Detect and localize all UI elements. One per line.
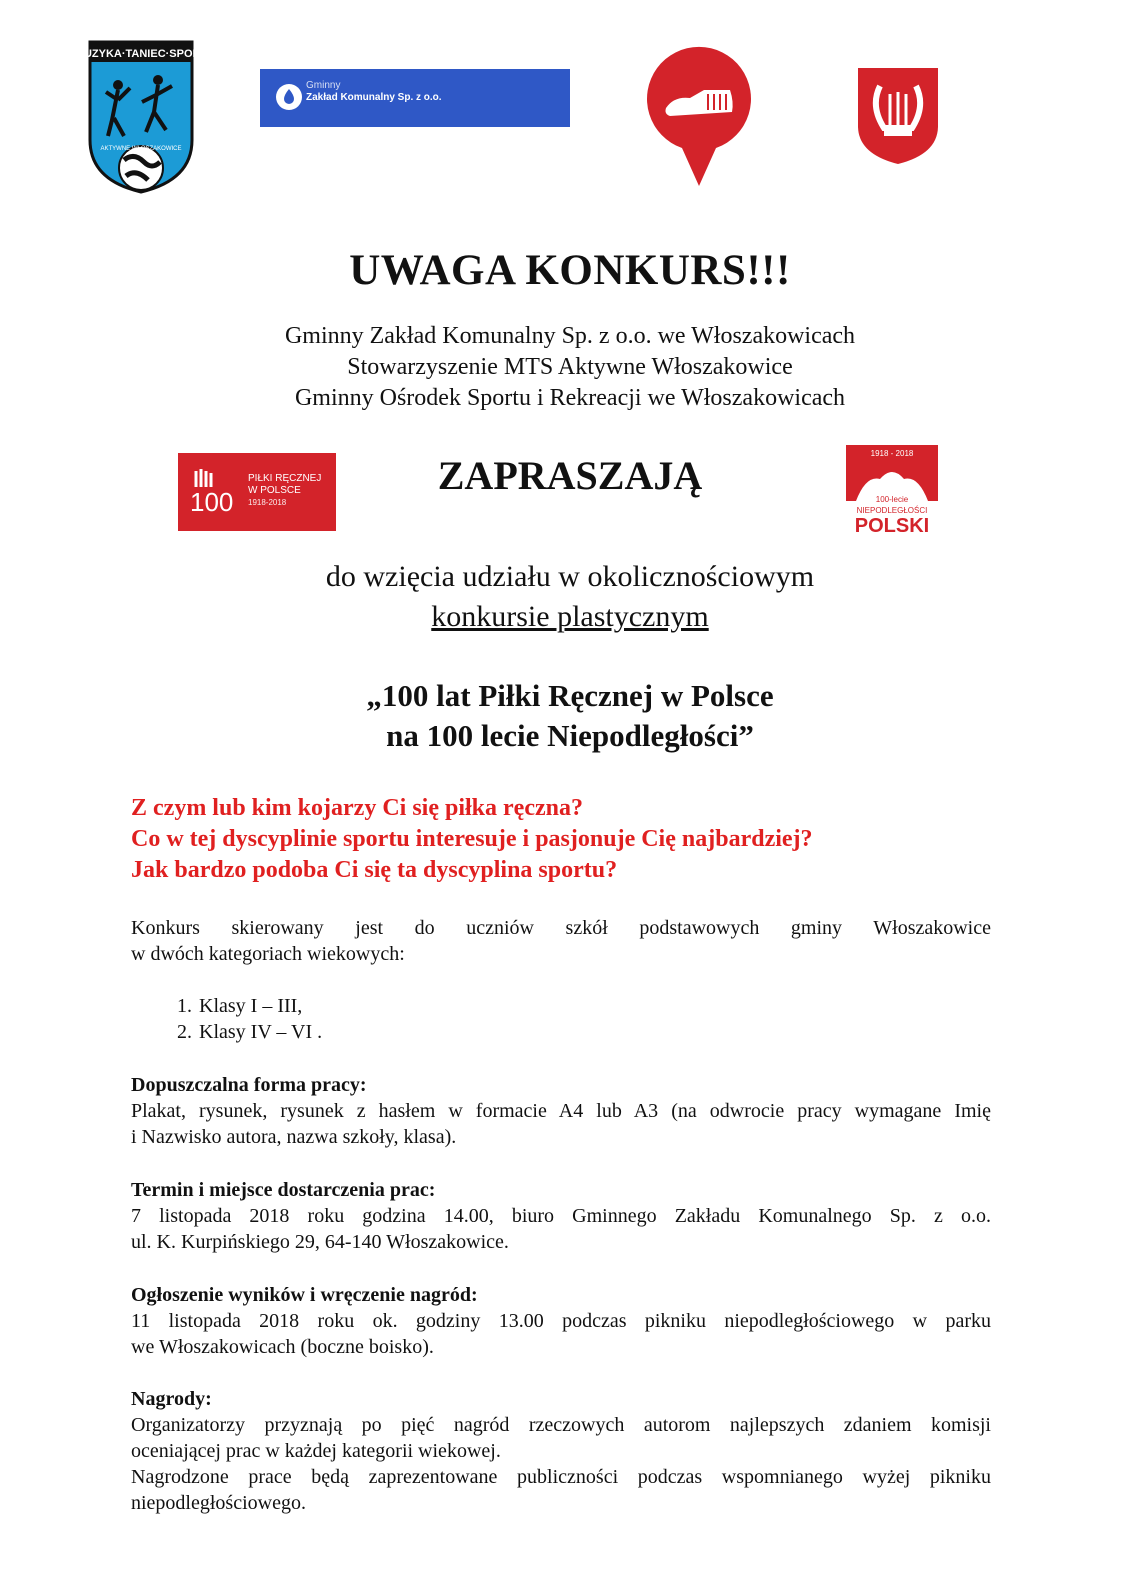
- gzk-drop-icon: [274, 82, 304, 112]
- pilki-line1: PIŁKI RĘCZNEJ: [248, 473, 322, 484]
- section-line: we Włoszakowicach (boczne boisko).: [131, 1336, 434, 1358]
- lecie-years: 1918 - 2018: [870, 449, 914, 458]
- section-deadline: [131, 1177, 991, 1255]
- section-line: Plakat, rysunek, rysunek z hasłem w formacie A4 lub A3 (na odwrocie pracy wymagane Imię: [131, 1100, 991, 1122]
- gzk-logo-line2: Zakład Komunalny Sp. z o.o.: [306, 92, 442, 103]
- mts-logo: [74, 40, 208, 194]
- section-heading: Termin i miejsce dostarczenia prac:: [131, 1179, 436, 1201]
- pilki-line2: W POLSCE: [248, 485, 301, 496]
- contest-title-line: „100 lat Piłki Ręcznej w Polsce: [366, 678, 774, 713]
- section-results: [131, 1282, 991, 1360]
- page-title: UWAGA KONKURS!!!: [349, 247, 791, 294]
- lecie-line3: POLSKI: [854, 515, 930, 537]
- intro-paragraph: [131, 915, 991, 967]
- section-line: niepodległościowego.: [131, 1492, 306, 1514]
- section-line: 7 listopada 2018 roku godzina 14.00, biuro Gminnego Zakładu Komunalnego Sp. z o.o.: [131, 1205, 991, 1227]
- pilki-number: 100: [190, 487, 234, 517]
- section-line: i Nazwisko autora, nazwa szkoły, klasa).: [131, 1126, 457, 1148]
- intro-line: w dwóch kategoriach wiekowych:: [131, 943, 405, 965]
- list-item: 1. Klasy I – III,: [197, 993, 322, 1019]
- contest-title-line: na 100 lecie Niepodległości”: [386, 718, 754, 753]
- section-form: [131, 1072, 991, 1150]
- category-list: [131, 993, 322, 1045]
- independence-100-logo: [846, 445, 938, 541]
- lyre-shield-logo: [856, 66, 940, 166]
- gzk-logo: [260, 69, 570, 127]
- question-line: Z czym lub kim kojarzy Ci się piłka ręczna?: [131, 795, 583, 821]
- pilki-years: 1918-2018: [248, 498, 287, 507]
- section-line: Nagrodzone prace będą zaprezentowane publiczności podczas wspomnianego wyżej pikniku: [131, 1466, 991, 1488]
- sneaker-pin-logo: [646, 50, 752, 188]
- section-heading: Dopuszczalna forma pracy:: [131, 1074, 367, 1096]
- svg-text:MUZYKA·TANIEC·SPORT: MUZYKA·TANIEC·SPORT: [74, 48, 208, 60]
- section-prizes: [131, 1386, 991, 1516]
- question-line: Jak bardzo podoba Ci się ta dyscyplina sportu?: [131, 857, 618, 883]
- intro-line: Konkurs skierowany jest do uczniów szkół podstawowych gminy Włoszakowice: [131, 917, 991, 939]
- invite-heading: ZAPRASZAJĄ: [437, 453, 703, 498]
- section-heading: Ogłoszenie wyników i wręczenie nagród:: [131, 1284, 478, 1306]
- lecie-line2: NIEPODLEGŁOŚCI: [856, 506, 928, 515]
- subtitle-underlined: konkursie plastycznym: [431, 600, 709, 633]
- organizer-line: Gminny Ośrodek Sportu i Rekreacji we Włoszakowicach: [294, 385, 846, 411]
- section-line: oceniającej prac w każdej kategorii wiekowej.: [131, 1440, 501, 1462]
- section-line: Organizatorzy przyznają po pięć nagród rzeczowych autorom najlepszych zdaniem komisji: [131, 1414, 991, 1436]
- question-line: Co w tej dyscyplinie sportu interesuje i pasjonuje Cię najbardziej?: [131, 826, 813, 852]
- section-line: 11 listopada 2018 roku ok. godziny 13.00 podczas pikniku niepodległościowego w parku: [131, 1310, 991, 1332]
- subtitle-line: do wzięcia udziału w okolicznościowym: [325, 560, 815, 593]
- lecie-line1: 100-lecie: [875, 495, 909, 504]
- svg-text:AKTYWNE WŁOSZAKOWICE: AKTYWNE WŁOSZAKOWICE: [100, 146, 182, 152]
- list-item: 2. Klasy IV – VI .: [197, 1019, 322, 1045]
- section-line: ul. K. Kurpińskiego 29, 64-140 Włoszakowice.: [131, 1231, 509, 1253]
- organizer-line: Gminny Zakład Komunalny Sp. z o.o. we Włoszakowicach: [284, 323, 856, 349]
- organizer-line: Stowarzyszenie MTS Aktywne Włoszakowice: [347, 354, 793, 380]
- gzk-logo-line1: Gminny: [306, 80, 341, 91]
- section-heading: Nagrody:: [131, 1388, 212, 1410]
